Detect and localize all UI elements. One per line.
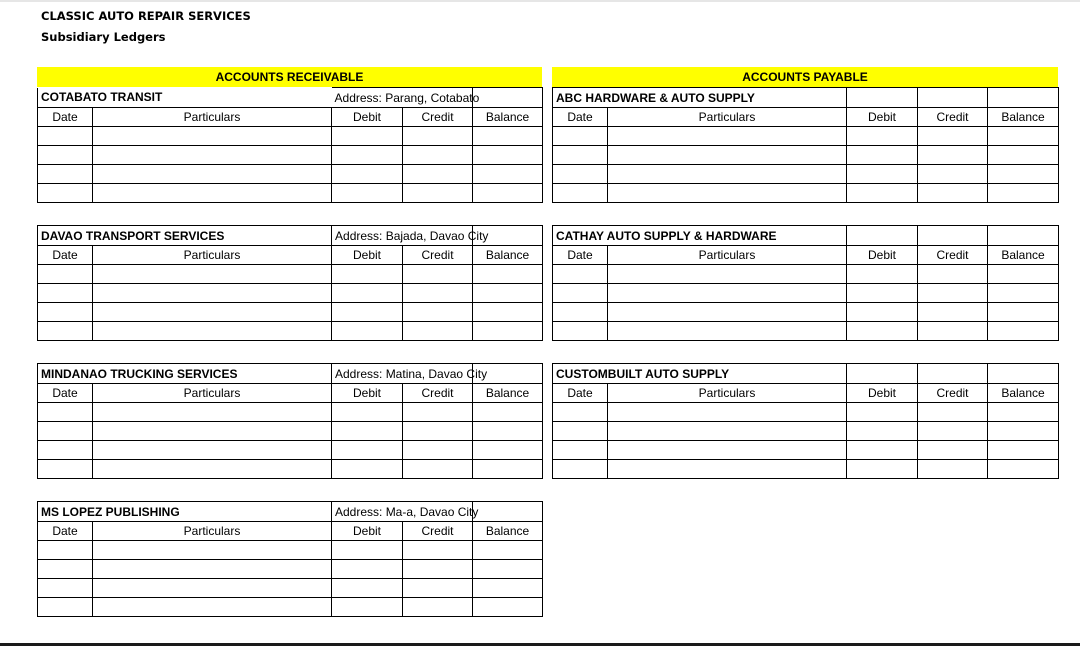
col-header-particulars: Particulars [608, 246, 847, 265]
table-row [553, 184, 1059, 203]
col-header-debit: Debit [332, 108, 403, 127]
table-row [38, 265, 543, 284]
account-name: COTABATO TRANSIT [41, 90, 163, 105]
receivable-banner: ACCOUNTS RECEIVABLE [37, 67, 542, 87]
blank-cell [847, 88, 918, 108]
col-header-particulars: Particulars [608, 384, 847, 403]
col-header-debit: Debit [847, 246, 918, 265]
col-header-credit: Credit [403, 384, 473, 403]
receivable-ledger [37, 225, 543, 341]
col-header-date: Date [38, 108, 93, 127]
blank-cell [918, 364, 988, 384]
col-header-balance: Balance [473, 384, 543, 403]
blank-cell [473, 88, 543, 108]
table-row [553, 403, 1059, 422]
col-header-particulars: Particulars [93, 522, 332, 541]
account-name: CUSTOMBUILT AUTO SUPPLY [556, 366, 730, 381]
col-header-balance: Balance [988, 246, 1059, 265]
payable-banner: ACCOUNTS PAYABLE [552, 67, 1058, 87]
blank-cell [988, 226, 1059, 246]
col-header-date: Date [38, 384, 93, 403]
table-row [38, 184, 543, 203]
table-row [38, 322, 543, 341]
col-header-date: Date [553, 246, 608, 265]
table-row [553, 127, 1059, 146]
table-row [553, 146, 1059, 165]
table-row [38, 303, 543, 322]
blank-cell [847, 364, 918, 384]
table-row [553, 422, 1059, 441]
table-row [553, 460, 1059, 479]
table-row [38, 422, 543, 441]
col-header-balance: Balance [988, 384, 1059, 403]
col-header-credit: Credit [918, 384, 988, 403]
receivable-ledger [37, 363, 543, 479]
account-name: MINDANAO TRUCKING SERVICES [41, 366, 238, 381]
table-row [553, 303, 1059, 322]
account-name: MS LOPEZ PUBLISHING [41, 504, 180, 519]
payable-ledger [552, 225, 1059, 341]
col-header-balance: Balance [473, 246, 543, 265]
account-name: DAVAO TRANSPORT SERVICES [41, 228, 225, 243]
top-edge [0, 0, 1080, 2]
col-header-debit: Debit [332, 384, 403, 403]
table-row [38, 541, 543, 560]
account-address: Address: Parang, Cotabato [332, 88, 473, 108]
receivable-ledger [37, 501, 543, 617]
col-header-date: Date [38, 246, 93, 265]
account-address: Address: Matina, Davao City [332, 364, 473, 384]
table-row [553, 265, 1059, 284]
table-row [553, 284, 1059, 303]
table-row [38, 460, 543, 479]
account-address: Address: Ma-a, Davao City [332, 502, 473, 522]
table-row [38, 560, 543, 579]
col-header-balance: Balance [473, 522, 543, 541]
table-row [38, 127, 543, 146]
table-row [553, 441, 1059, 460]
table-row [38, 165, 543, 184]
col-header-particulars: Particulars [93, 246, 332, 265]
blank-cell [988, 88, 1059, 108]
blank-cell [988, 364, 1059, 384]
col-header-credit: Credit [403, 522, 473, 541]
table-row [38, 579, 543, 598]
receivable-ledger [37, 87, 543, 203]
blank-cell [918, 226, 988, 246]
payable-ledger [552, 87, 1059, 203]
table-row [553, 165, 1059, 184]
table-row [553, 322, 1059, 341]
company-name: CLASSIC AUTO REPAIR SERVICES [41, 9, 251, 23]
col-header-date: Date [38, 522, 93, 541]
col-header-date: Date [553, 108, 608, 127]
col-header-balance: Balance [473, 108, 543, 127]
account-name: ABC HARDWARE & AUTO SUPPLY [556, 90, 755, 105]
payable-ledger [552, 363, 1059, 479]
blank-cell [473, 502, 543, 522]
col-header-debit: Debit [847, 108, 918, 127]
col-header-debit: Debit [847, 384, 918, 403]
account-name: CATHAY AUTO SUPPLY & HARDWARE [556, 228, 777, 243]
col-header-credit: Credit [403, 108, 473, 127]
col-header-debit: Debit [332, 246, 403, 265]
col-header-particulars: Particulars [608, 108, 847, 127]
col-header-credit: Credit [918, 108, 988, 127]
table-row [38, 403, 543, 422]
account-address: Address: Bajada, Davao City [332, 226, 473, 246]
col-header-particulars: Particulars [93, 108, 332, 127]
table-row [38, 284, 543, 303]
table-row [38, 598, 543, 617]
col-header-balance: Balance [988, 108, 1059, 127]
blank-cell [847, 226, 918, 246]
col-header-debit: Debit [332, 522, 403, 541]
blank-cell [918, 88, 988, 108]
table-row [38, 441, 543, 460]
col-header-particulars: Particulars [93, 384, 332, 403]
col-header-credit: Credit [918, 246, 988, 265]
table-row [38, 146, 543, 165]
col-header-date: Date [553, 384, 608, 403]
document-subtitle: Subsidiary Ledgers [41, 30, 166, 44]
col-header-credit: Credit [403, 246, 473, 265]
